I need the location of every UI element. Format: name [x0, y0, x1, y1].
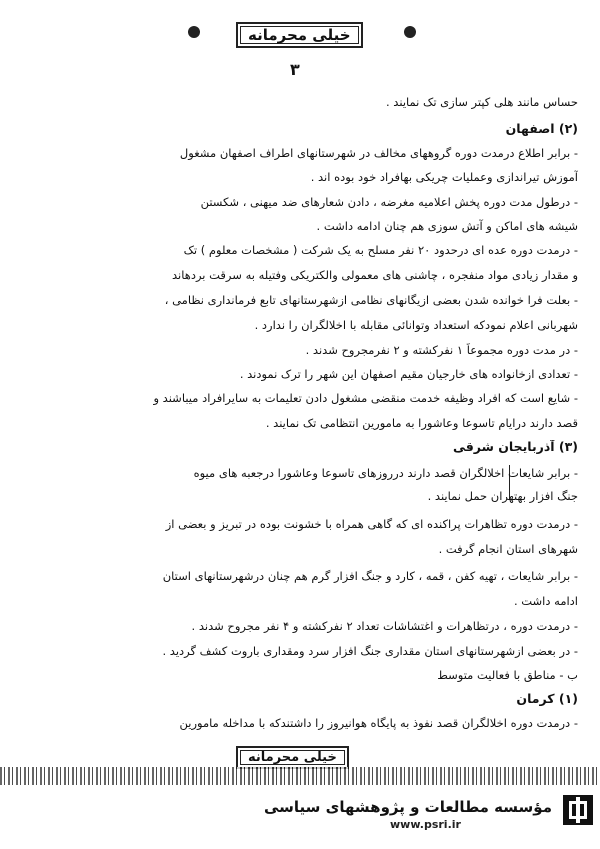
scan-edge-noise: [0, 767, 600, 785]
text-line: - بعلت فرا خوانده شدن بعضی ازیگانهای نظامی ازشهرستانهای تابع فرمانداری نظامی ،: [164, 293, 578, 307]
punch-hole-right: [404, 26, 416, 38]
classification-stamp-bottom: خیلی محرمانه: [236, 746, 349, 769]
text-line: شهربانی اعلام نمودکه استعداد وتوانائی مقابله با اخلالگران را ندارد .: [254, 318, 578, 332]
text-line: ب - مناطق با فعالیت متوسط: [437, 668, 578, 682]
text-line: شیشه های اماکن و آتش سوزی هم چنان ادامه داشت .: [316, 219, 578, 233]
classification-stamp-top: خیلی محرمانه: [236, 22, 363, 48]
text-line: - در مدت دوره مجموعاً ۱ نفرکشته و ۲ نفرمجروح شدند .: [305, 343, 578, 357]
section-heading: (۱) کرمان: [516, 692, 578, 706]
watermark-footer: [0, 785, 600, 849]
text-line: قصد دارند درایام تاسوعا وعاشورا به مامورین انتظامی تک نمایند .: [265, 416, 578, 430]
text-line: - درطول مدت دوره پخش اعلامیه مغرضه ، دادن شعارهای ضد میهنی ، شکستن: [200, 195, 578, 209]
text-line: و مقدار زیادی مواد منفجره ، چاشنی های معمولی والکتریکی وفتیله به سرقت بردهاند: [172, 268, 578, 282]
text-line: - برابر اطلاع درمدت دوره گروههای مخالف در شهرستانهای اطراف اصفهان مشغول: [179, 146, 578, 160]
text-line: حساس مانند هلی کپتر سازی تک نمایند .: [386, 95, 578, 109]
text-line: - درمدت دوره اخلالگران قصد نفوذ به پایگاه هوانیروز را داشتندکه با مداخله مامورین: [179, 716, 578, 730]
text-line: - درمدت دوره ، درتظاهرات و اغتشاشات تعداد ۲ نفرکشته و ۴ نفر مجروح شدند .: [191, 619, 578, 633]
text-line: آموزش تیراندازی وعملیات چریکی بهافراد خود بوده اند .: [310, 170, 578, 184]
punch-hole-left: [188, 26, 200, 38]
institute-logo-icon: [563, 795, 593, 825]
text-line: - برابر شایعات اخلالگران قصد دارند درروزهای تاسوعا وعاشورا درجعبه های میوه: [193, 466, 578, 480]
institute-url[interactable]: www.psri.ir: [390, 818, 461, 831]
text-line: ادامه داشت .: [513, 594, 578, 608]
section-heading: (۳) آذربایجان شرقی: [452, 440, 578, 454]
section-heading: (۲) اصفهان: [505, 122, 578, 136]
text-line: - شایع است که افراد وظیفه خدمت منقضی مشغول دادن تعلیمات به سایرافراد میباشند و: [153, 391, 578, 405]
text-line: جنگ افزار بهتهران حمل نمایند .: [427, 489, 578, 503]
text-line: شهرهای استان انجام گرفت .: [438, 542, 578, 556]
text-line: - در بعضی ازشهرستانهای استان مقداری جنگ افزار سرد ومقداری باروت کشف گردید .: [162, 644, 578, 658]
text-line: - برابر شایعات ، تهیه کفن ، قمه ، کارد و جنگ افزار گرم هم چنان درشهرستانهای استان: [162, 569, 578, 583]
text-line: - تعدادی ازخانواده های خارجیان مقیم اصفهان این شهر را ترک نمودند .: [239, 367, 578, 381]
text-line: - درمدت دوره عده ای درحدود ۲۰ نفر مسلح به یک شرکت ( مشخصات معلوم ) تک: [183, 243, 578, 257]
page-number: ۳: [290, 60, 300, 79]
institute-name: مؤسسه مطالعات و پژوهشهای سیاسی: [263, 798, 552, 816]
text-line: - درمدت دوره تظاهرات پراکنده ای که گاهی همراه با خشونت بوده در تبریز و بعضی از: [165, 517, 578, 531]
